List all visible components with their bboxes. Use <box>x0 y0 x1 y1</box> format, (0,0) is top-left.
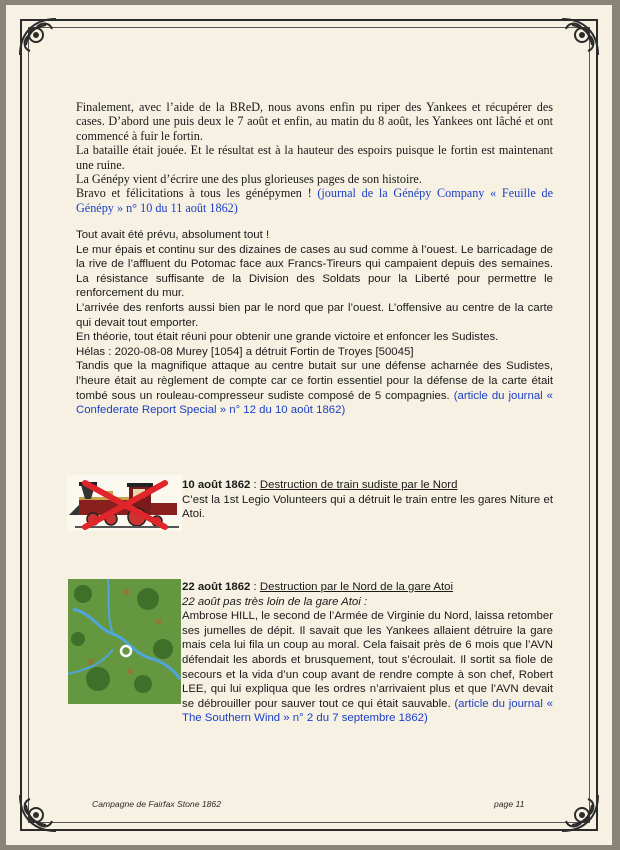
paragraph: En théorie, tout était réuni pour obtenir une grande victoire et enfoncer les Sudistes. <box>76 331 499 344</box>
journal-link[interactable]: (article du journal « The Southern Wind » n° 2 du 7 septembre 1862) <box>182 697 553 725</box>
event-subtitle: 22 août pas très loin de la gare Atoi : <box>182 595 368 608</box>
event-title: Destruction par le Nord de la gare Atoi <box>259 581 454 593</box>
corner-ornament-icon <box>542 775 602 835</box>
event-heading <box>182 478 553 493</box>
corner-ornament-icon <box>16 15 76 75</box>
paragraph: La Génépy vient d’écrire une des plus glorieuses pages de son histoire. <box>76 172 422 187</box>
event-train-destruction <box>182 478 553 522</box>
event-station-destruction <box>182 580 553 726</box>
corner-ornament-icon <box>16 775 76 835</box>
journal-link[interactable]: (journal de la Génépy Company « Feuille de Génépy » n° 10 du 11 août 1862) <box>76 186 553 215</box>
separator: : <box>250 581 260 593</box>
event-heading <box>182 580 553 595</box>
paragraph: Hélas : 2020-08-08 Murey [1054] a détruit Fortin de Troyes [50045] <box>76 345 414 358</box>
event-date: 10 août 1862 <box>182 479 251 491</box>
event-body <box>182 609 553 726</box>
separator: : <box>250 479 260 491</box>
paragraph: L’arrivée des renforts aussi bien par le nord que par l’ouest. L’offensive au centre de la carte qui devait tout emporter. <box>76 301 553 329</box>
event-date: 22 août 1862 <box>182 581 251 593</box>
footer-campaign: Campagne de Fairfax Stone 1862 <box>92 799 221 809</box>
paragraph-text: Bravo et félicitations à tous les génépymen ! <box>76 186 318 201</box>
event-title: Destruction de train sudiste par le Nord <box>259 479 458 491</box>
paragraph <box>76 359 553 417</box>
event-body: C’est la 1st Legio Volunteers qui a détruit le train entre les gares Niture et Atoi. <box>182 493 553 521</box>
corner-ornament-icon <box>542 15 602 75</box>
paragraph: La bataille était jouée. Et le résultat est à la hauteur des espoirs puisque le fortin est maintenant une ruine. <box>76 143 553 172</box>
journal-link[interactable]: (article du journal « Confederate Report Special » n° 12 du 10 août 1862) <box>76 389 553 417</box>
paragraph-text: Tandis que la magnifique attaque au centre butait sur une défense acharnée des Sudistes, l’heure était au règlement de compte car ce fortin essentiel pour la défense de la carte était tombé sous un rouleau-compresseur sudiste composé de 5 compagnies. <box>76 360 553 402</box>
paragraph: Tout avait été prévu, absolument tout ! <box>76 229 270 241</box>
footer-page-number: page 11 <box>494 799 525 809</box>
article-genepy <box>76 100 553 215</box>
article-confederate <box>76 228 553 418</box>
event-body-text: Ambrose HILL, le second de l’Armée de Virginie du Nord, laissa retomber ses jumelles de dépit. Il savait que les Yankees allaient détruire la gare mais cela lui fila un coup au moral. Cela faisait près de 6 mois que l’AVN défendait les abords et brusquement, tout s’écroulait. Il sortit sa fiole de secours et la vida d’un coup avant de rendre compte à son chef, Robert LEE, qui lui expliqua que les ordres n’arrivaient plus et que l’AVN devait se débrouiller pour sauver tout ce qui était sauvable. <box>182 610 553 710</box>
paragraph <box>76 186 553 215</box>
paragraph: Finalement, avec l’aide de la BReD, nous avons enfin pu riper des Yankees et récupérer des cases. D’abord une puis deux le 7 août et enfin, au matin du 8 août, les Yankees ont lâché et ont commencé à fuir le fortin. <box>76 100 553 143</box>
map-thumbnail <box>68 579 181 704</box>
crossed-train-icon <box>67 475 182 531</box>
paragraph: Le mur épais et continu sur des dizaines de cases au sud comme à l’ouest. Le barricadage de la rive de l’affluent du Potomac face aux Francs-Tireurs qui campaient depuis des semaines. La résistance suffisante de la Division des Soldats pour la Liberté pour permettre le renforcement du mur. <box>76 243 553 300</box>
